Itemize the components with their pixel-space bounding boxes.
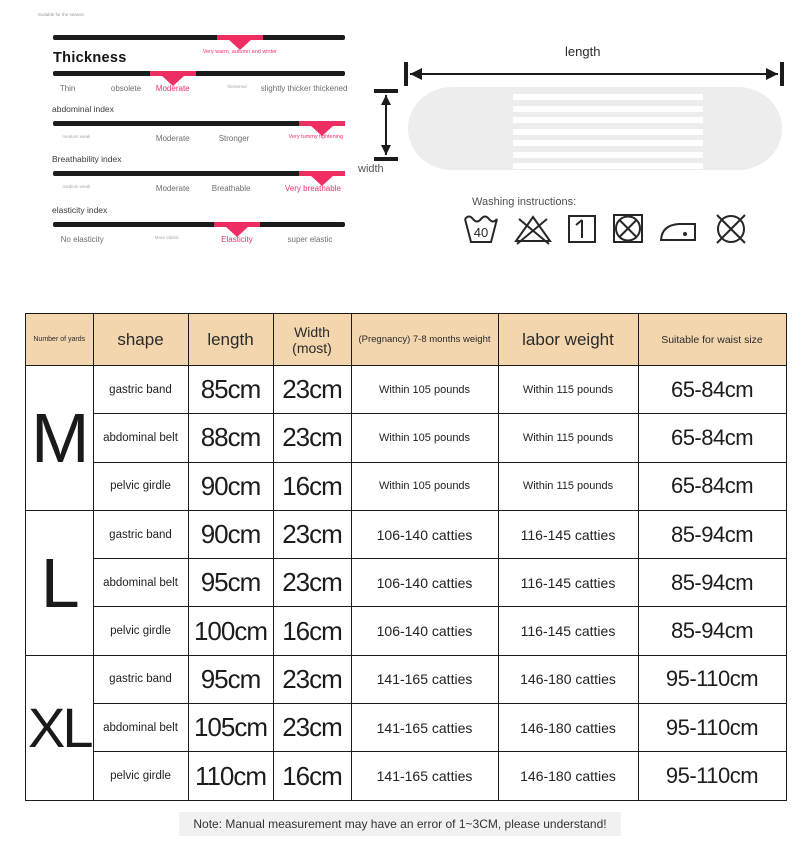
shape-cell: abdominal belt	[93, 559, 188, 607]
scale-label: Moderate	[155, 134, 190, 143]
waist-size-cell: 95-110cm	[638, 704, 786, 752]
waist-size-cell: 65-84cm	[638, 366, 786, 414]
width-cell: 23cm	[273, 510, 351, 558]
size-l-cell: L	[26, 510, 94, 655]
pregnancy-weight-cell: 141-165 catties	[351, 655, 498, 703]
thickness-scale-labels	[53, 84, 348, 96]
season-scale-title: Suitable for the season	[38, 12, 85, 17]
length-cell: 105cm	[188, 704, 273, 752]
length-cell: 85cm	[188, 366, 273, 414]
elasticity-scale-labels	[53, 235, 345, 247]
wash-40-icon	[461, 210, 501, 246]
scale-label-selected: Moderate	[155, 84, 190, 93]
col-header-waist: Suitable for waist size	[638, 314, 786, 366]
pregnancy-weight-cell: 106-140 catties	[351, 559, 498, 607]
col-header-yards: Number of yards	[26, 314, 94, 366]
waist-size-cell: 65-84cm	[638, 414, 786, 462]
shape-cell: pelvic girdle	[93, 462, 188, 510]
table-row	[26, 462, 787, 510]
belt-stripes	[513, 94, 703, 175]
table-row	[26, 752, 787, 800]
length-cell: 95cm	[188, 655, 273, 703]
waist-size-cell: 95-110cm	[638, 655, 786, 703]
length-cell: 90cm	[188, 462, 273, 510]
scale-label-selected: Elasticity	[221, 235, 253, 244]
width-cell: 16cm	[273, 462, 351, 510]
labor-weight-cell: Within 115 pounds	[498, 462, 638, 510]
labor-weight-cell: 116-145 catties	[498, 607, 638, 655]
labor-weight-cell: Within 115 pounds	[498, 414, 638, 462]
pregnancy-weight-cell: Within 105 pounds	[351, 414, 498, 462]
do-not-bleach-icon	[512, 210, 554, 246]
col-header-length: length	[188, 314, 273, 366]
shape-cell: pelvic girdle	[93, 607, 188, 655]
breathability-scale-title: Breathability index	[52, 154, 122, 164]
table-row	[26, 414, 787, 462]
shape-cell: pelvic girdle	[93, 752, 188, 800]
size-m-cell: M	[26, 366, 94, 511]
table-row	[26, 366, 787, 414]
breathability-scale-marker-icon	[299, 171, 345, 176]
thickness-scale-marker-icon	[150, 71, 196, 76]
size-table	[25, 313, 787, 801]
season-scale-marker-icon	[217, 35, 263, 40]
pregnancy-weight-cell: 141-165 catties	[351, 752, 498, 800]
labor-weight-cell: 116-145 catties	[498, 510, 638, 558]
labor-weight-cell: Within 115 pounds	[498, 366, 638, 414]
size-table-header-row	[26, 314, 787, 366]
shape-cell: gastric band	[93, 655, 188, 703]
waist-size-cell: 85-94cm	[638, 559, 786, 607]
width-cell: 16cm	[273, 607, 351, 655]
scale-label: medium weak	[62, 184, 91, 189]
table-row	[26, 607, 787, 655]
scale-label: Moderate	[155, 184, 190, 193]
table-row	[26, 655, 787, 703]
col-header-labor: labor weight	[498, 314, 638, 366]
scale-label: Thin	[59, 84, 76, 93]
shape-cell: abdominal belt	[93, 704, 188, 752]
width-arrow-icon	[370, 88, 402, 162]
labor-weight-cell: 146-180 catties	[498, 752, 638, 800]
washing-instructions-title: Washing instructions:	[472, 196, 577, 208]
thickness-scale-bar	[53, 71, 345, 76]
table-row	[26, 510, 787, 558]
do-not-tumble-dry-icon	[610, 210, 646, 246]
labor-weight-cell: 146-180 catties	[498, 655, 638, 703]
thickness-scale-title: Thickness	[53, 50, 127, 66]
drip-dry-icon	[565, 210, 599, 246]
scale-label: thickened	[227, 84, 247, 89]
scale-label-selected: Very breathable	[284, 184, 341, 193]
waist-size-cell: 95-110cm	[638, 752, 786, 800]
abdominal-scale-labels	[53, 134, 345, 146]
waist-size-cell: 85-94cm	[638, 510, 786, 558]
width-cell: 23cm	[273, 704, 351, 752]
abdominal-scale-marker-icon	[299, 121, 345, 126]
abdominal-scale-bar	[53, 121, 345, 126]
footnote-row	[0, 812, 800, 836]
scale-label: super elastic	[287, 235, 333, 244]
waist-size-cell: 65-84cm	[638, 462, 786, 510]
shape-cell: gastric band	[93, 366, 188, 414]
col-header-pregnancy: (Pregnancy) 7-8 months weight	[351, 314, 498, 366]
season-scale-note: Very warm, autumn and winter	[202, 49, 278, 55]
elasticity-scale-marker-icon	[214, 222, 260, 227]
elasticity-scale-title: elasticity index	[52, 205, 108, 215]
scale-label-selected: Very tummy tightening	[288, 134, 344, 140]
width-cell: 23cm	[273, 655, 351, 703]
length-cell: 90cm	[188, 510, 273, 558]
svg-text:40: 40	[473, 225, 489, 240]
scale-label: obsolete	[110, 84, 142, 93]
length-arrow-icon	[402, 60, 786, 88]
table-row	[26, 559, 787, 607]
belt-product-shape	[408, 87, 782, 170]
waist-size-cell: 85-94cm	[638, 607, 786, 655]
pregnancy-weight-cell: Within 105 pounds	[351, 462, 498, 510]
length-cell: 95cm	[188, 559, 273, 607]
washing-icons-row	[461, 210, 752, 246]
pregnancy-weight-cell: Within 105 pounds	[351, 366, 498, 414]
labor-weight-cell: 116-145 catties	[498, 559, 638, 607]
shape-cell: gastric band	[93, 510, 188, 558]
scale-label: slightly thicker thickened	[260, 84, 348, 93]
scale-label: More elastic	[154, 235, 180, 240]
scale-label: Breathable	[211, 184, 251, 193]
width-cell: 23cm	[273, 559, 351, 607]
size-xl-cell: XL	[26, 655, 94, 800]
scale-label: medium weak	[62, 134, 91, 139]
scale-label: No elasticity	[60, 235, 104, 244]
scale-label: Stronger	[218, 134, 250, 143]
shape-cell: abdominal belt	[93, 414, 188, 462]
width-label: width	[358, 163, 384, 175]
do-not-dry-clean-icon	[710, 210, 752, 246]
width-cell: 23cm	[273, 366, 351, 414]
elasticity-scale-bar	[53, 222, 345, 227]
width-cell: 16cm	[273, 752, 351, 800]
labor-weight-cell: 146-180 catties	[498, 704, 638, 752]
measurement-note: Note: Manual measurement may have an error of 1~3CM, please understand!	[179, 812, 620, 836]
table-row	[26, 704, 787, 752]
length-cell: 88cm	[188, 414, 273, 462]
breathability-scale-bar	[53, 171, 345, 176]
col-header-shape: shape	[93, 314, 188, 366]
abdominal-scale-title: abdominal index	[52, 104, 114, 114]
length-cell: 110cm	[188, 752, 273, 800]
breathability-scale-labels	[53, 184, 345, 196]
col-header-width: Width (most)	[273, 314, 351, 366]
pregnancy-weight-cell: 141-165 catties	[351, 704, 498, 752]
pregnancy-weight-cell: 106-140 catties	[351, 510, 498, 558]
width-cell: 23cm	[273, 414, 351, 462]
length-cell: 100cm	[188, 607, 273, 655]
length-label: length	[565, 44, 601, 59]
pregnancy-weight-cell: 106-140 catties	[351, 607, 498, 655]
season-scale-bar	[53, 35, 345, 40]
iron-icon	[657, 210, 699, 246]
